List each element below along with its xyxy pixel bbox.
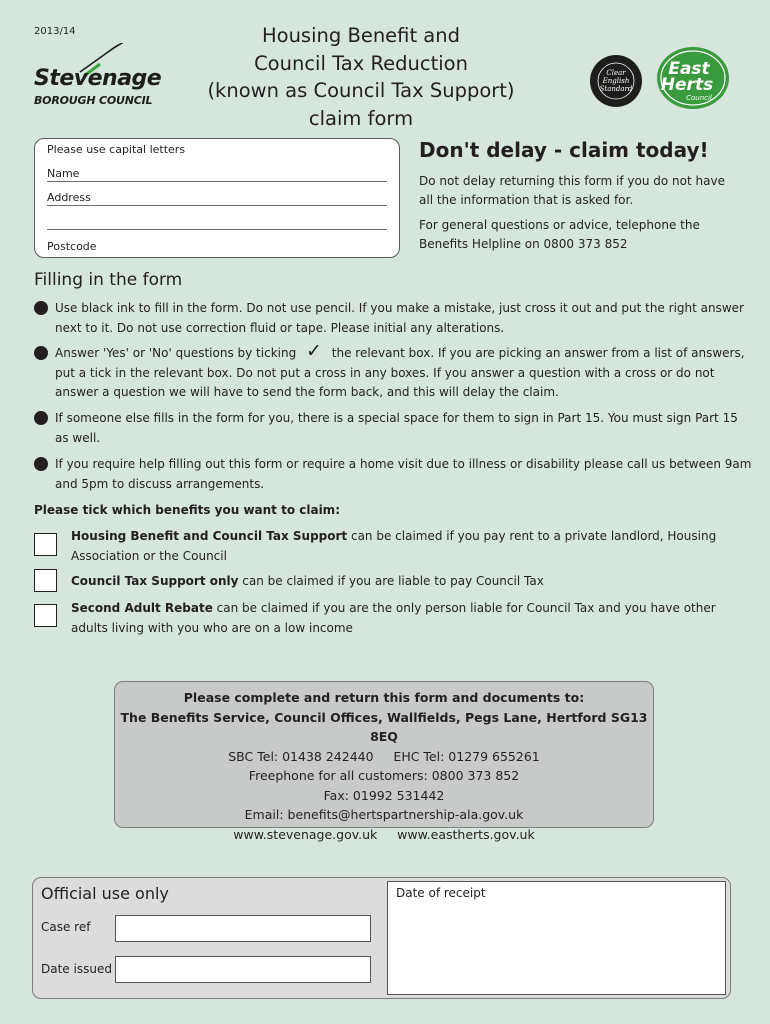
benefit-option-text [71, 599, 734, 638]
case-ref-label: Case ref [41, 920, 91, 934]
tick-benefits-heading: Please tick which benefits you want to claim: [34, 503, 340, 517]
dont-delay-text: Do not delay returning this form if you do not have all the information that is asked for. [419, 174, 725, 207]
date-of-receipt-label: Date of receipt [396, 886, 486, 900]
instruction-text [55, 340, 754, 403]
council-tax-support-checkbox[interactable] [34, 569, 57, 592]
case-ref-field[interactable] [115, 915, 371, 942]
housing-benefit-checkbox[interactable] [34, 533, 57, 556]
applicant-details-box [34, 138, 400, 258]
benefit-option-desc: can be claimed if you are the only person liable for Council Tax and you have other adults living with you who are on a low income [71, 601, 716, 635]
benefit-option-name: Second Adult Rebate [71, 601, 213, 615]
title-line-4: claim form [308, 106, 414, 130]
return-fax: Fax: 01992 531442 [323, 787, 445, 803]
stevenage-logo-sub: BOROUGH COUNCIL [34, 94, 153, 107]
return-address: The Benefits Service, Council Offices, Wallfields, Pegs Lane, Hertford SG13 8EQ [120, 709, 648, 744]
instruction-text: Use black ink to fill in the form. Do not use pencil. If you make a mistake, just cross it out and put the right answer next to it. Do not use correction fluid or tape. Please initial any alterations. [55, 301, 744, 335]
form-title [186, 22, 536, 132]
return-websites: www.stevenage.gov.uk www.eastherts.gov.uk [233, 826, 535, 842]
bullet-icon [34, 411, 48, 425]
instruction-text: If you require help filling out this form or require a home visit due to illness or disability please call us between 9am and 5pm to discuss arrangements. [55, 457, 752, 491]
badge-line-clear: Clear [606, 69, 626, 77]
benefit-option-ctr-only [34, 572, 734, 592]
instruction-bullet [34, 455, 754, 494]
address-label: Address [47, 191, 91, 204]
return-phone-numbers: SBC Tel: 01438 242440 EHC Tel: 01279 655261 [228, 748, 540, 764]
return-address-box [114, 681, 654, 842]
tick-instruction-a: Answer 'Yes' or 'No' questions by ticking [55, 346, 297, 360]
stevenage-logo-word: Stevenage [34, 66, 162, 91]
date-issued-field[interactable] [115, 956, 371, 983]
return-email: Email: benefits@hertspartnership-ala.gov.uk [244, 807, 524, 822]
instruction-bullet [34, 409, 754, 448]
instruction-bullet [34, 340, 754, 403]
benefit-option-text [71, 572, 734, 592]
form-year: 2013/14 [34, 26, 76, 37]
east-herts-council-logo [653, 44, 731, 112]
date-of-receipt-field[interactable] [387, 881, 726, 995]
badge-line-english: English [602, 77, 630, 85]
address-field-line-1[interactable] [47, 205, 387, 206]
clear-english-standard-badge [586, 54, 646, 108]
benefit-option-housing-and-ctr [34, 527, 734, 566]
helpline-text: For general questions or advice, telephone the Benefits Helpline on 0800 373 852 [419, 218, 700, 251]
clear-english-standard-seal-icon [586, 54, 646, 108]
eh-logo-council: Council [686, 94, 712, 102]
return-freephone: Freephone for all customers: 0800 373 852 [248, 768, 520, 783]
benefit-option-text [71, 527, 734, 566]
title-line-1: Housing Benefit and [261, 24, 460, 47]
dont-delay-heading: Don't delay - claim today! [419, 138, 709, 162]
benefit-option-desc: can be claimed if you pay rent to a private landlord, Housing Association or the Council [71, 529, 717, 563]
instruction-text: If someone else fills in the form for you, there is a special space for them to sign in Part 15. You must sign Part 15 as well. [55, 411, 738, 445]
name-label: Name [47, 167, 80, 180]
postcode-label: Postcode [47, 240, 97, 253]
name-field[interactable] [47, 181, 387, 182]
bullet-icon [34, 301, 48, 315]
second-adult-rebate-checkbox[interactable] [34, 604, 57, 627]
benefit-option-name: Council Tax Support only [71, 574, 239, 588]
eh-logo-herts: Herts [660, 75, 714, 95]
stevenage-borough-council-logo [32, 42, 162, 112]
eh-logo-east: East [668, 59, 710, 79]
capital-letters-caption: Please use capital letters [47, 143, 186, 156]
filling-in-heading: Filling in the form [34, 270, 183, 290]
title-line-2: Council Tax Reduction [254, 51, 468, 75]
return-instruction: Please complete and return this form and documents to: [183, 690, 585, 705]
official-use-heading: Official use only [41, 884, 169, 903]
badge-line-standard: Standard [599, 85, 633, 93]
benefit-option-second-adult-rebate [34, 599, 734, 638]
official-use-box [32, 877, 731, 999]
bullet-icon [34, 346, 48, 360]
bullet-icon [34, 457, 48, 471]
instruction-bullet [34, 299, 754, 338]
benefit-option-desc: can be claimed if you are liable to pay Council Tax [238, 574, 544, 588]
title-line-3: (known as Council Tax Support) [207, 79, 515, 102]
address-field-line-2[interactable] [47, 229, 387, 230]
benefit-option-name: Housing Benefit and Council Tax Support [71, 529, 348, 543]
east-herts-tree-icon [653, 44, 731, 112]
tick-mark-icon: ✓ [306, 340, 322, 362]
date-issued-label: Date issued [41, 962, 112, 976]
tick-instruction-b: the relevant box. If you are picking an answer from a list of answers, put a tick in the relevant box. Do not put a cross in any boxes. If you answer a question with a cross or do not answer a question we will have to send the form back, and this will delay the claim. [55, 346, 745, 399]
